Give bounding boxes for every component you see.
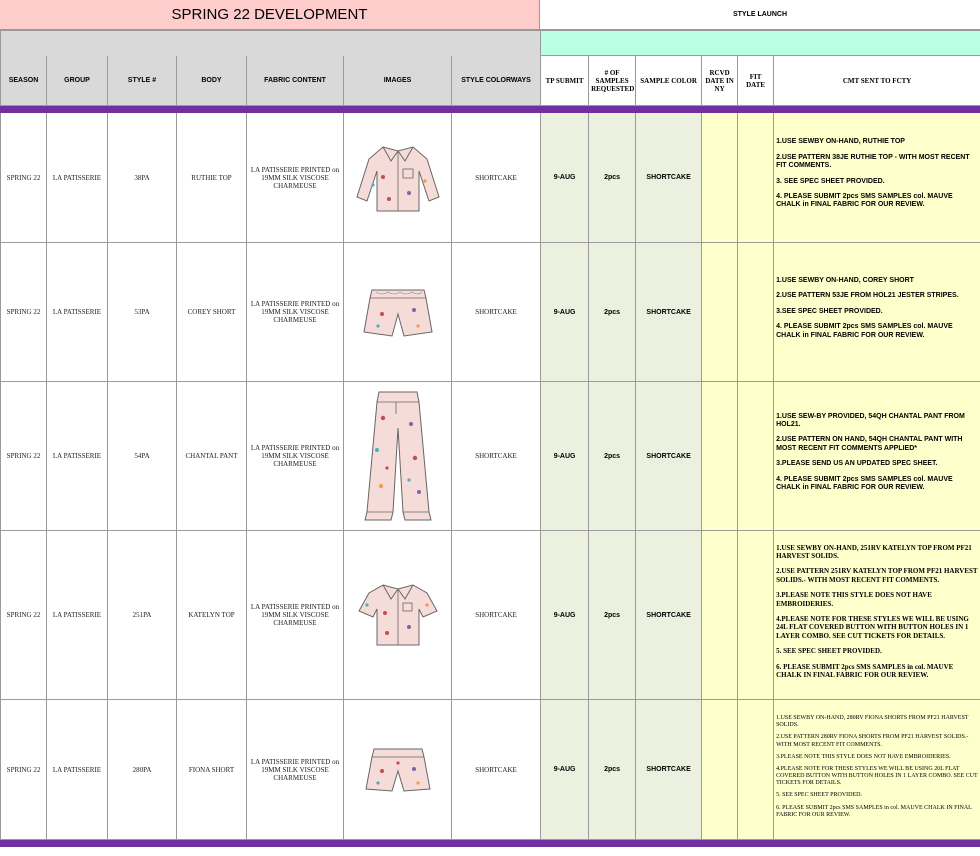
group-cell[interactable]: LA PATISSERIE [47, 382, 108, 531]
note-line: 1.USE SEWBY ON-HAND, 251RV KATELYN TOP FROM PF21 HARVEST SOLIDS. [776, 543, 972, 561]
group-cell[interactable]: LA PATISSERIE [47, 700, 108, 840]
samples-requested-header[interactable]: # OF SAMPLES REQUESTED [589, 56, 636, 106]
pajama-boxer-shorts-icon [364, 745, 432, 795]
style-number-cell[interactable]: 251PA [108, 531, 177, 700]
colorway-cell[interactable]: SHORTCAKE [452, 700, 541, 840]
group-header[interactable]: GROUP [47, 56, 108, 106]
tp-submit-cell[interactable]: 9-AUG [541, 113, 589, 243]
table-row [1, 113, 980, 243]
samples-cell[interactable]: 2pcs [589, 243, 636, 382]
note-line: 3. SEE SPEC SHEET PROVIDED. [776, 177, 885, 185]
note-line: 5. SEE SPEC SHEET PROVIDED. [776, 792, 862, 799]
note-line: 2.USE PATTERN 251RV KATELYN TOP FROM PF21 HARVEST SOLIDS.- WITH MOST RECENT FIT COMMENTS. [776, 567, 978, 584]
table-row [1, 700, 980, 840]
body-cell[interactable]: COREY SHORT [177, 243, 247, 382]
mint-band [541, 31, 980, 56]
rcvd-date-cell[interactable] [702, 113, 738, 243]
season-cell[interactable]: SPRING 22 [1, 243, 47, 382]
colorway-cell[interactable]: SHORTCAKE [452, 382, 541, 531]
purple-divider [1, 840, 980, 847]
image-cell[interactable] [344, 113, 452, 243]
fit-date-cell[interactable] [738, 531, 774, 700]
tp-submit-cell[interactable]: 9-AUG [541, 700, 589, 840]
note-line: 1.USE SEWBY ON-HAND, COREY SHORT [776, 277, 914, 285]
sample-color-cell[interactable]: SHORTCAKE [636, 113, 702, 243]
sheet-title: SPRING 22 DEVELOPMENT [0, 0, 540, 30]
note-line: 3.SEE SPEC SHEET PROVIDED. [776, 307, 883, 315]
note-line: 4. PLEASE SUBMIT 2pcs SMS SAMPLES col. MAUVE CHALK in FINAL FABRIC FOR OUR REVIEW. [776, 323, 953, 339]
colorway-cell[interactable]: SHORTCAKE [452, 113, 541, 243]
sample-color-cell[interactable]: SHORTCAKE [636, 243, 702, 382]
group-cell[interactable]: LA PATISSERIE [47, 113, 108, 243]
fit-date-cell[interactable] [738, 243, 774, 382]
tp-submit-header[interactable]: TP SUBMIT [541, 56, 589, 106]
samples-cell[interactable]: 2pcs [589, 700, 636, 840]
image-cell[interactable] [344, 243, 452, 382]
body-header[interactable]: BODY [177, 56, 247, 106]
cmt-notes-cell[interactable] [774, 243, 980, 382]
cmt-notes-cell[interactable] [774, 382, 980, 531]
fit-date-cell[interactable] [738, 700, 774, 840]
style-number-header[interactable]: STYLE # [108, 56, 177, 106]
style-number-cell[interactable]: 54PA [108, 382, 177, 531]
cmt-notes-cell[interactable] [774, 531, 980, 700]
development-table [0, 30, 980, 847]
note-line: 6. PLEASE SUBMIT 2pcs SMS SAMPLES in col. MAUVE CHALK IN FINAL FABRIC FOR OUR REVIEW. [776, 804, 972, 818]
pajama-pant-icon [363, 388, 433, 524]
samples-cell[interactable]: 2pcs [589, 113, 636, 243]
note-line: 4. PLEASE SUBMIT 2pcs SMS SAMPLES col. MAUVE CHALK in FINAL FABRIC FOR OUR REVIEW. [776, 192, 953, 209]
body-cell[interactable]: FIONA SHORT [177, 700, 247, 840]
sample-color-header[interactable]: SAMPLE COLOR [636, 56, 702, 106]
pajama-shorts-icon [362, 284, 434, 340]
season-cell[interactable]: SPRING 22 [1, 113, 47, 243]
note-line: 2.USE PATTERN 280RV FIONA SHORTS FROM PF21 HARVEST SOLIDS.- WITH MOST RECENT FIT COMMENTS. [776, 734, 969, 748]
note-line: 1.USE SEWBY ON-HAND, 280RV FIONA SHORTS FROM PF21 HARVEST SOLIDS. [776, 714, 969, 729]
image-cell[interactable] [344, 700, 452, 840]
sample-color-cell[interactable]: SHORTCAKE [636, 531, 702, 700]
note-line: 1.USE SEW-BY PROVIDED, 54QH CHANTAL PANT FROM HOL21. [776, 412, 965, 429]
cmt-notes-cell[interactable] [774, 113, 980, 243]
style-launch-header: STYLE LAUNCH [540, 0, 980, 30]
style-colorways-header[interactable]: STYLE COLORWAYS [452, 56, 541, 106]
fabric-content-header[interactable]: FABRIC CONTENT [247, 56, 344, 106]
image-cell[interactable] [344, 382, 452, 531]
rcvd-date-cell[interactable] [702, 243, 738, 382]
purple-divider [1, 106, 980, 113]
season-cell[interactable]: SPRING 22 [1, 700, 47, 840]
column-header-row [1, 56, 980, 106]
note-line: 3.PLEASE SEND US AN UPDATED SPEC SHEET. [776, 460, 938, 468]
sample-color-cell[interactable]: SHORTCAKE [636, 382, 702, 531]
group-cell[interactable]: LA PATISSERIE [47, 243, 108, 382]
fabric-cell[interactable]: LA PATISSERIE PRINTED on 19MM SILK VISCOSE CHARMEUSE [247, 113, 344, 243]
fit-date-cell[interactable] [738, 382, 774, 531]
group-cell[interactable]: LA PATISSERIE [47, 531, 108, 700]
fit-date-cell[interactable] [738, 113, 774, 243]
body-cell[interactable]: CHANTAL PANT [177, 382, 247, 531]
images-header[interactable]: IMAGES [344, 56, 452, 106]
table-row [1, 531, 980, 700]
long-sleeve-pajama-top-icon [353, 141, 443, 215]
note-line: 4. PLEASE SUBMIT 2pcs SMS SAMPLES col. MAUVE CHALK in FINAL FABRIC FOR OUR REVIEW. [776, 475, 953, 491]
fabric-cell[interactable]: LA PATISSERIE PRINTED on 19MM SILK VISCOSE CHARMEUSE [247, 243, 344, 382]
note-line: 5. SEE SPEC SHEET PROVIDED. [776, 647, 882, 656]
samples-cell[interactable]: 2pcs [589, 531, 636, 700]
note-line: 1.USE SEWBY ON-HAND, RUTHIE TOP [776, 138, 905, 146]
note-line: 3.PLEASE NOTE THIS STYLE DOES NOT HAVE EMBROIDERIES. [776, 753, 951, 760]
season-cell[interactable]: SPRING 22 [1, 382, 47, 531]
style-number-cell[interactable]: 38PA [108, 113, 177, 243]
note-line: 6. PLEASE SUBMIT 2pcs SMS SAMPLES in col. MAUVE CHALK IN FINAL FABRIC FOR OUR REVIEW. [776, 662, 954, 679]
body-cell[interactable]: KATELYN TOP [177, 531, 247, 700]
note-line: 4.PLEASE NOTE FOR THESE STYLES WE WILL BE USING 20L FLAT COVERED BUTTON WITH BUTTON HOLES IN 1 LAYER COMBO. SEE CUT TICKETS FOR DETAILS. [776, 765, 978, 787]
colorway-cell[interactable]: SHORTCAKE [452, 243, 541, 382]
body-cell[interactable]: RUTHIE TOP [177, 113, 247, 243]
colorway-cell[interactable]: SHORTCAKE [452, 531, 541, 700]
note-line: 4.PLEASE NOTE FOR THESE STYLES WE WILL BE USING 24L FLAT COVERED BUTTON WITH BUTTON HOLES IN 1 LAYER COMBO. SEE CUT TICKETS FOR DETAILS. [776, 615, 969, 640]
rcvd-date-cell[interactable] [702, 531, 738, 700]
fabric-cell[interactable]: LA PATISSERIE PRINTED on 19MM SILK VISCOSE CHARMEUSE [247, 700, 344, 840]
style-number-cell[interactable]: 53PA [108, 243, 177, 382]
sample-color-cell[interactable]: SHORTCAKE [636, 700, 702, 840]
season-header[interactable]: SEASON [1, 56, 47, 106]
fit-date-header[interactable]: FIT DATE [738, 56, 774, 106]
header-spacer-row [1, 31, 980, 56]
table-row [1, 382, 980, 531]
samples-cell[interactable]: 2pcs [589, 382, 636, 531]
fabric-cell[interactable]: LA PATISSERIE PRINTED on 19MM SILK VISCOSE CHARMEUSE [247, 382, 344, 531]
tp-submit-cell[interactable]: 9-AUG [541, 382, 589, 531]
style-number-cell[interactable]: 280PA [108, 700, 177, 840]
note-line: 2.USE PATTERN 53JE FROM HOL21 JESTER STRIPES. [776, 292, 959, 300]
cmt-notes-cell[interactable] [774, 700, 980, 840]
tp-submit-cell[interactable]: 9-AUG [541, 531, 589, 700]
fabric-cell[interactable]: LA PATISSERIE PRINTED on 19MM SILK VISCOSE CHARMEUSE [247, 531, 344, 700]
note-line: 2.USE PATTERN 38JE RUTHIE TOP - WITH MOST RECENT FIT COMMENTS. [776, 153, 970, 170]
short-sleeve-pajama-top-icon [355, 581, 441, 649]
note-line: 3.PLEASE NOTE THIS STYLE DOES NOT HAVE EMBROIDERIES. [776, 591, 932, 608]
note-line: 2.USE PATTERN ON HAND, 54QH CHANTAL PANT WITH MOST RECENT FIT COMMENTS APPLIED* [776, 436, 963, 452]
image-cell[interactable] [344, 531, 452, 700]
table-row [1, 243, 980, 382]
rcvd-date-cell[interactable] [702, 700, 738, 840]
season-cell[interactable]: SPRING 22 [1, 531, 47, 700]
tp-submit-cell[interactable]: 9-AUG [541, 243, 589, 382]
cmt-sent-header[interactable]: CMT SENT TO FCTY [774, 56, 980, 106]
rcvd-date-header[interactable]: RCVD DATE IN NY [702, 56, 738, 106]
rcvd-date-cell[interactable] [702, 382, 738, 531]
